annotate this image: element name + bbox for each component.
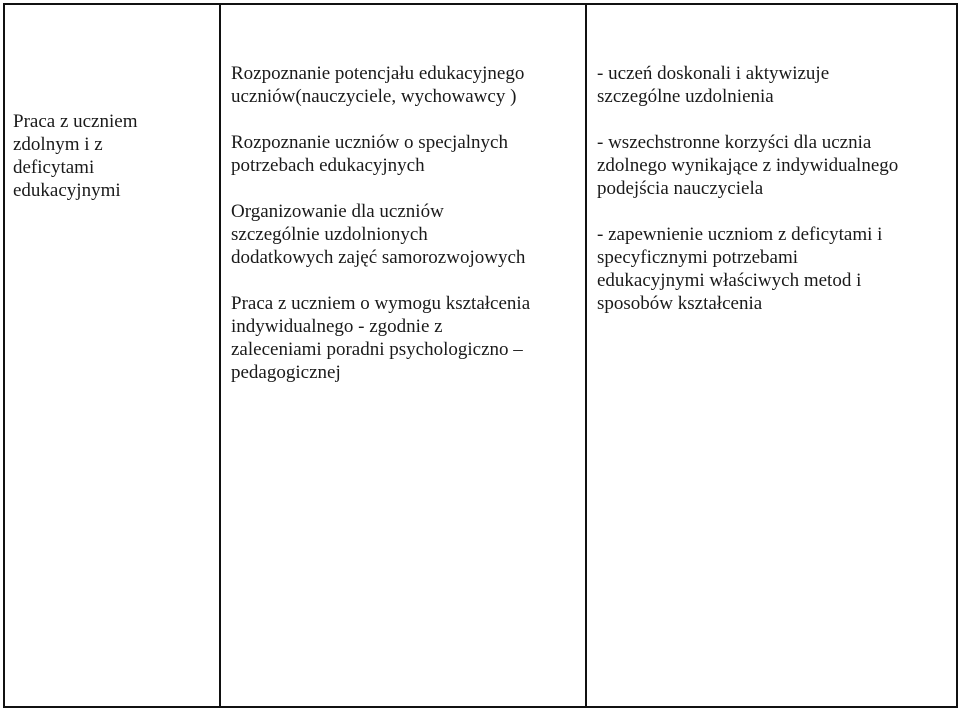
table-row (4, 4, 957, 707)
task-line: zaleceniami poradni psychologiczno – (231, 339, 523, 360)
topic-line: zdolnym i z (13, 134, 103, 155)
outcome-paragraph (597, 131, 950, 200)
task-paragraph (231, 131, 577, 177)
task-line: szczególnie uzdolnionych (231, 224, 428, 245)
task-line: indywidualnego - zgodnie z (231, 316, 443, 337)
outcome-line: - zapewnienie uczniom z deficytami i (597, 224, 883, 245)
table-cell-topic (4, 4, 220, 707)
outcome-line: sposobów kształcenia (597, 293, 763, 314)
outcome-paragraph (597, 223, 950, 315)
task-line: potrzebach edukacyjnych (231, 155, 425, 176)
task-line: pedagogicznej (231, 362, 341, 383)
table-cell-tasks (220, 4, 586, 707)
outcome-line: szczególne uzdolnienia (597, 86, 774, 107)
task-line: Organizowanie dla uczniów (231, 201, 444, 222)
topic-line: edukacyjnymi (13, 180, 121, 201)
task-paragraph (231, 62, 577, 108)
outcomes-text (587, 5, 956, 315)
outcome-line: zdolnego wynikające z indywidualnego (597, 155, 899, 176)
outcome-line: - wszechstronne korzyści dla ucznia (597, 132, 872, 153)
outcome-paragraph (597, 62, 950, 108)
tasks-text (221, 5, 585, 384)
task-line: uczniów(nauczyciele, wychowawcy ) (231, 86, 517, 107)
table-cell-outcomes (586, 4, 957, 707)
topic-line: deficytami (13, 157, 95, 178)
task-line: Rozpoznanie uczniów o specjalnych (231, 132, 508, 153)
task-paragraph (231, 292, 577, 384)
outcome-line: podejścia nauczyciela (597, 178, 764, 199)
content-table (3, 3, 958, 708)
outcome-line: - uczeń doskonali i aktywizuje (597, 63, 830, 84)
topic-line: Praca z uczniem (13, 111, 138, 132)
task-line: Praca z uczniem o wymogu kształcenia (231, 293, 531, 314)
task-line: Rozpoznanie potencjału edukacyjnego (231, 63, 525, 84)
topic-text (5, 5, 219, 202)
outcome-line: edukacyjnymi właściwych metod i (597, 270, 862, 291)
task-line: dodatkowych zajęć samorozwojowych (231, 247, 526, 268)
outcome-line: specyficznymi potrzebami (597, 247, 799, 268)
task-paragraph (231, 200, 577, 269)
